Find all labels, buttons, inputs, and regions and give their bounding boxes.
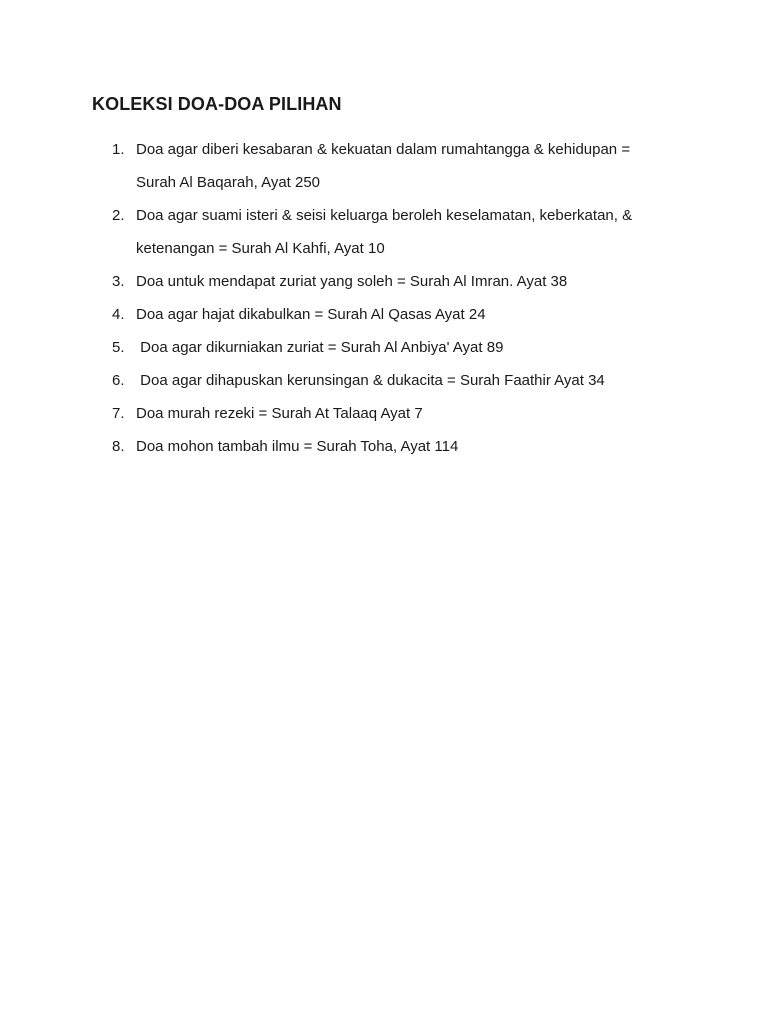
item-text: Doa agar dikurniakan zuriat = Surah Al Anbiya' Ayat 89	[136, 339, 504, 356]
list-item-6	[112, 364, 712, 397]
item-text-line-1: Doa agar suami isteri & seisi keluarga beroleh keselamatan, keberkatan, &	[136, 207, 633, 224]
list-item-2	[112, 199, 712, 265]
item-text: Doa murah rezeki = Surah At Talaaq Ayat 7	[136, 405, 423, 422]
item-text-line-2: Surah Al Baqarah, Ayat 250	[136, 174, 321, 191]
list-item-7	[112, 397, 712, 430]
item-number: 6.	[112, 372, 125, 389]
item-text-line-1: Doa agar diberi kesabaran & kekuatan dalam rumahtangga & kehidupan =	[136, 141, 631, 158]
item-number: 5.	[112, 339, 125, 356]
list-item-3	[112, 265, 712, 298]
list-item-1	[112, 133, 712, 199]
item-number: 1.	[112, 141, 125, 158]
item-number: 2.	[112, 207, 125, 224]
item-number: 3.	[112, 273, 125, 290]
item-text: Doa mohon tambah ilmu = Surah Toha, Ayat 114	[136, 438, 459, 455]
item-text: Doa agar hajat dikabulkan = Surah Al Qasas Ayat 24	[136, 306, 486, 323]
list-item-8	[112, 430, 712, 463]
item-number: 8.	[112, 438, 125, 455]
list-item-5	[112, 331, 712, 364]
item-text-line-2: ketenangan = Surah Al Kahfi, Ayat 10	[136, 240, 385, 257]
prayer-list	[112, 133, 712, 463]
document-title: KOLEKSI DOA-DOA PILIHAN	[92, 94, 342, 114]
item-number: 4.	[112, 306, 125, 323]
item-number: 7.	[112, 405, 125, 422]
item-text: Doa untuk mendapat zuriat yang soleh = Surah Al Imran. Ayat 38	[136, 273, 568, 290]
item-text: Doa agar dihapuskan kerunsingan & dukacita = Surah Faathir Ayat 34	[136, 372, 605, 389]
list-item-4	[112, 298, 712, 331]
